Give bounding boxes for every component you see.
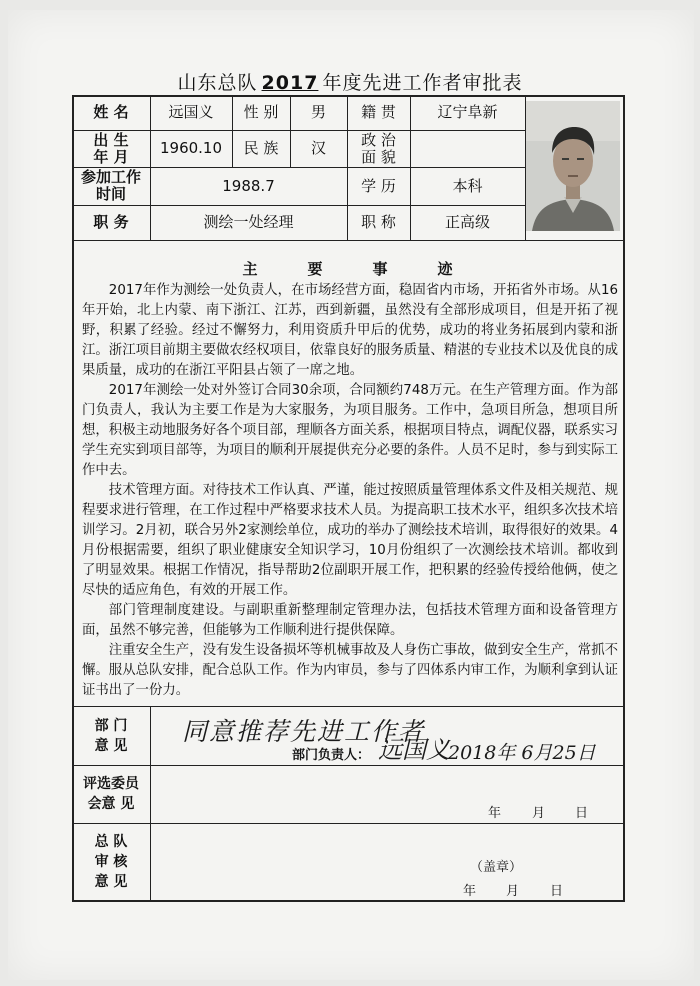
corps-date-day: 日 [550,884,564,899]
committee-label-line2: 会意 见 [87,796,135,812]
education-label: 学 历 [361,176,396,195]
birth-value: 1960.10 [159,139,223,157]
portrait-photo [526,101,620,231]
deeds-paragraph-4: 部门管理制度建设。与副职重新整理制定管理办法，包括技术管理方面和设备管理方面，虽然不够完善，但能够为工作顺利进行提供保障。 [82,603,618,638]
deeds-heading-char-4: 迹 [437,260,455,278]
corps-seal-note: （盖章） [470,860,523,875]
corps-date-month: 月 [506,884,520,899]
ethnic-label: 民 族 [243,139,279,157]
title-year: 2017 [261,72,319,94]
position-value: 测绘一处经理 [203,213,294,231]
gender-label: 性 别 [243,103,279,121]
education-value: 本科 [452,176,483,195]
portrait-photo-drawing [526,101,620,231]
native-value: 辽宁阜新 [437,103,498,121]
col-line-lower [150,706,151,902]
rank-label: 职 称 [361,213,396,231]
title-prefix: 山东总队 [177,72,258,94]
corps-date-year: 年 [463,884,477,899]
corps-label-line2: 审 核 [94,854,128,870]
dept-signature: 远国义 [378,736,450,764]
political-value [410,130,525,167]
birth-label-line1: 出 生 [93,130,129,149]
ethnic-value: 汉 [310,139,326,157]
form-title [0,68,700,95]
deeds-paragraph-2: 2017年测绘一处对外签订合同30余项，合同额约748万元。在生产管理方面。作为部门负责人，我认为主要工作是为大家服务，为项目服务。工作中，急项目所急，想项目所想，积极主动地服务好各个项目部，理顺各方面关系，根据项目特点，调配仪器，联系实习学生充实到项目部等，为项目的顺利开展提供充分必要的条件。人员不足时，参与到实际工作中去。 [82,383,618,478]
name-label: 姓 名 [93,103,129,121]
deeds-paragraph-5: 注重安全生产，没有发生设备损坏等机械事故及人身伤亡事故，做到安全生产，常抓不懈。服从总队安排，配合总队工作。作为内审员，参与了四体系内审工作，为顺利拿到认证证书出了一份力。 [82,643,618,698]
deeds-heading-char-2: 要 [307,260,325,278]
row-line-7 [72,823,625,824]
position-label: 职 务 [93,213,129,231]
corps-review-label [72,832,150,892]
dept-label-line2: 意 见 [94,738,128,754]
work-label-line1: 参加工作 [80,168,141,186]
corps-label-line3: 意 见 [94,874,128,890]
committee-date-month: 月 [532,806,546,821]
committee-label-line1: 评选委员 [83,776,139,792]
rank-value: 正高级 [444,213,490,231]
committee-opinion-label [72,774,150,814]
dept-label-line1: 部 门 [94,718,128,734]
political-label-line1: 政 治 [361,130,396,149]
birth-label [72,130,150,167]
dept-responsible-label: 部门负责人： [292,748,371,763]
deeds-heading-char-1: 主 [242,260,260,278]
deeds-heading-char-3: 事 [372,260,390,278]
committee-date-day: 日 [575,806,589,821]
birth-label-line2: 年 月 [93,147,129,166]
work-label-line2: 时间 [95,185,126,203]
row-line-4 [72,240,625,241]
committee-date-year: 年 [488,806,502,821]
row-line-5 [72,706,625,707]
row-line-6 [72,765,625,766]
work-start-value: 1988.7 [222,176,275,195]
political-label [347,130,410,167]
native-label: 籍 贯 [361,103,396,121]
dept-handwritten-opinion: 同意推荐先进工作者 [182,717,426,746]
dept-date-handwritten: 2018年 6月25日 [448,742,596,764]
deeds-heading [72,258,625,279]
dept-opinion-label [72,716,150,756]
political-label-line2: 面 貌 [361,147,396,166]
work-start-label [72,167,150,205]
corps-label-line1: 总 队 [94,834,128,850]
title-suffix: 年度先进工作者审批表 [322,72,523,94]
name-value: 远国义 [168,103,214,121]
deeds-paragraph-3: 技术管理方面。对待技术工作认真、严谨，能过按照质量管理体系文件及相关规范、规程要求进行管理，在工作过程中严格要求技术人员。为提高职工技术水平，组织多次技术培训学习。2月初，联合另外2家测绘单位，成功的举办了测绘技术培训，取得很好的效果。4月份根据需要，组织了职业健康安全知识学习，10月份组织了一次测绘技术培训。都收到了明显效果。根据工作情况，指导帮助2位副职开展工作，把积累的经验传授给他俩，使之尽快的适应角色，有效的开展工作。 [82,483,618,598]
gender-value: 男 [310,103,326,121]
deeds-paragraph-1: 2017年作为测绘一处负责人，在市场经营方面，稳固省内市场，开拓省外市场。从16年开始，北上内蒙、南下浙江、江苏，西到新疆，虽然没有全部形成项目，但是开拓了视野，积累了经验。经过不懈努力，利用资质升甲后的优势，成功的将业务拓展到内蒙和浙江。浙江项目前期主要做农经权项目，依靠良好的服务质量、精湛的专业技术以及优良的成果质量，成功的在浙江平阳县占领了一席之地。 [82,283,618,378]
